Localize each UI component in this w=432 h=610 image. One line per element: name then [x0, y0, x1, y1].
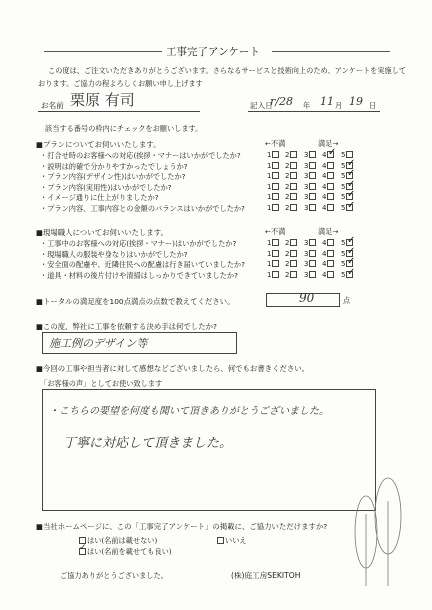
section2-q3-option-3[interactable]	[304, 260, 317, 268]
option-number: 3	[304, 270, 309, 279]
comments-label: 「お客様の声」としてお使い致します	[40, 379, 163, 388]
section2-heading: ■現場職人についてお伺いいたします。	[36, 228, 168, 237]
section1-q6-option-4[interactable]	[322, 204, 335, 212]
section2-q4-option-4[interactable]	[322, 271, 335, 279]
option-checkbox[interactable]	[290, 183, 297, 190]
thanks-text: ご協力ありがとうございました。	[60, 571, 168, 580]
option-number: 3	[304, 172, 309, 180]
section2-q2-option-2[interactable]	[285, 250, 298, 258]
option-checkbox[interactable]	[272, 193, 279, 200]
option-checkbox[interactable]	[309, 151, 316, 158]
option-number: 4	[322, 203, 327, 212]
option-number: 3	[304, 182, 309, 191]
date-day-value[interactable]: 19	[349, 95, 363, 108]
option-checkbox[interactable]	[309, 250, 316, 257]
section1-q3-option-3[interactable]	[304, 172, 317, 180]
option-checkbox[interactable]	[327, 183, 334, 190]
comments-box[interactable]	[42, 389, 376, 511]
checkmark-icon: ✓	[347, 266, 356, 278]
option-number: 5	[341, 172, 346, 180]
option-number: 1	[267, 270, 272, 279]
option-number: 5	[341, 203, 346, 212]
option-checkbox[interactable]	[309, 271, 316, 278]
section1-q4-option-3[interactable]	[304, 183, 317, 191]
option-checkbox[interactable]	[309, 162, 316, 169]
option-number: 4	[322, 161, 327, 170]
section2-q1-option-4[interactable]	[322, 239, 335, 247]
option-number: 1	[267, 151, 272, 159]
section1-q5-option-3[interactable]	[304, 193, 317, 201]
option-number: 3	[304, 260, 309, 268]
section2-q4-option-1[interactable]	[267, 271, 280, 279]
date-month-unit: 月	[335, 101, 343, 110]
option-checkbox[interactable]	[309, 172, 316, 179]
option-checkbox[interactable]	[327, 271, 334, 278]
option-checkbox[interactable]	[309, 183, 316, 190]
option-number: 5	[341, 239, 346, 247]
publish-option-2-label: はい(名前を載せても良い)	[87, 547, 172, 556]
publish-option-3-label: いいえ	[225, 536, 247, 545]
total-score-unit: 点	[343, 296, 351, 305]
option-checkbox[interactable]	[290, 151, 297, 158]
section2-q2-option-3[interactable]	[304, 250, 317, 258]
option-number: 5	[341, 193, 346, 201]
option-checkbox[interactable]	[290, 260, 297, 267]
company-name: (株)庭工房SEKITOH	[231, 571, 301, 580]
option-number: 4	[322, 270, 327, 279]
comment-line-2: 丁寧に対応して頂きました。	[63, 436, 233, 451]
option-checkbox[interactable]	[327, 239, 334, 246]
section1-heading: ■プランについてお伺いいたします。	[36, 140, 161, 149]
section1-q2-option-4[interactable]	[322, 162, 335, 170]
section1-q3-option-4[interactable]	[322, 172, 335, 180]
date-label: 記入日	[250, 101, 273, 110]
name-value[interactable]: 栗原 有司	[70, 91, 135, 109]
option-number: 4	[322, 193, 327, 201]
option-number: 5	[341, 260, 346, 268]
checkmark-icon: ✓	[347, 168, 356, 179]
section2-q3-option-1[interactable]	[267, 260, 280, 268]
option-number: 1	[267, 249, 272, 258]
intro-line-1: この度は、ご注文いただきありがとうございます。さらなるサービスと技術向上のため、アンケートを実施して	[48, 66, 407, 75]
option-number: 1	[267, 182, 272, 191]
page-title: 工事完了アンケート	[166, 46, 260, 58]
option-checkbox[interactable]	[309, 239, 316, 246]
section1-q5-option-2[interactable]	[285, 193, 298, 201]
tree-illustration	[352, 476, 406, 588]
checkmark-icon: ✓	[328, 147, 337, 158]
section1-q6-option-3[interactable]	[304, 204, 317, 212]
option-number: 4	[322, 239, 327, 247]
option-number: 1	[267, 193, 272, 201]
checkmark-icon: ✓	[347, 157, 356, 169]
option-number: 2	[285, 161, 290, 170]
option-checkbox[interactable]	[272, 250, 279, 257]
section1-question-2: ・説明は的確で分かりやすかったでしょうか?	[40, 161, 188, 171]
option-number: 2	[285, 249, 290, 258]
option-number: 5	[341, 249, 346, 258]
instruction: 該当する番号の枠内にチェックをお願いします。	[45, 124, 203, 133]
option-number: 1	[267, 161, 272, 170]
option-checkbox[interactable]	[290, 193, 297, 200]
option-checkbox[interactable]	[290, 172, 297, 179]
checkmark-icon: ✓	[347, 235, 356, 246]
option-checkbox[interactable]	[290, 250, 297, 257]
option-checkbox[interactable]	[327, 250, 334, 257]
option-checkbox[interactable]	[290, 239, 297, 246]
section1-q3-option-2[interactable]	[285, 172, 298, 180]
checkmark-icon: ✓	[347, 199, 356, 211]
option-number: 4	[322, 249, 327, 258]
date-month-value[interactable]: 11	[320, 95, 334, 108]
option-number: 4	[322, 172, 327, 180]
section1-question-6: ・プラン内容、工事内容との金額のバランスはいかがでしたか?	[40, 203, 245, 213]
option-number: 1	[267, 172, 272, 180]
checkmark-icon: ✓	[347, 245, 356, 257]
checkmark-icon: ✓	[347, 256, 356, 267]
option-number: 3	[304, 193, 309, 201]
section2-question-3: ・安全面の配慮や、近隣住民への配慮は行き届いていましたか?	[40, 260, 245, 269]
option-number: 3	[304, 161, 309, 170]
option-checkbox[interactable]	[272, 204, 279, 211]
option-number: 3	[304, 151, 309, 159]
section2-question-1: ・工事中のお客様への対応(挨拶・マナー)はいかがでしたか?	[40, 239, 237, 248]
option-checkbox[interactable]	[290, 162, 297, 169]
comments-question: ■今回の工事や担当者に対して感想などございましたら、何でもお書きください。	[36, 364, 310, 373]
option-checkbox[interactable]	[290, 204, 297, 211]
section2-q4-option-2[interactable]	[285, 271, 298, 279]
publish-checkbox-2[interactable]: ✓	[79, 543, 87, 553]
option-number: 4	[322, 260, 327, 268]
section2-q3-option-4[interactable]	[322, 260, 335, 268]
title-rule-left	[44, 51, 162, 52]
option-number: 5	[341, 161, 346, 170]
scale-high-label-2: 満足→	[318, 227, 339, 236]
section1-q2-option-3[interactable]	[304, 162, 317, 170]
section1-question-5: ・イメージ通りに仕上がりましたか?	[40, 193, 159, 202]
section1-question-4: ・プラン内容(実用性)はいかがでしたか?	[40, 182, 172, 192]
decision-question: ■この度、弊社に工事を依頼する決め手は何でしたか?	[36, 322, 217, 331]
option-number: 3	[304, 249, 309, 258]
date-underline	[248, 111, 380, 112]
option-number: 5	[341, 270, 346, 279]
scale-low-label-1: ←不満	[265, 139, 286, 148]
publish-option-1-label: はい(名前は載せない)	[87, 536, 158, 545]
option-number: 2	[285, 151, 290, 159]
date-year-unit: 年	[303, 101, 311, 110]
option-number: 1	[267, 203, 272, 212]
section1-q2-option-2[interactable]	[285, 162, 298, 170]
name-underline	[38, 111, 200, 112]
option-checkbox[interactable]	[309, 193, 316, 200]
checkmark-icon: ✓	[347, 178, 356, 190]
publish-option-3[interactable]	[217, 536, 247, 545]
intro-line-2: おります。ご協力の程よろしくお願い申し上げます	[38, 79, 203, 88]
option-number: 4	[322, 182, 327, 191]
section1-q4-option-2[interactable]	[285, 183, 298, 191]
option-checkbox[interactable]	[272, 151, 279, 158]
scale-high-label-1: 満足→	[318, 139, 339, 148]
option-number: 3	[304, 203, 309, 212]
option-checkbox[interactable]	[327, 260, 334, 267]
total-score-value: 90	[299, 291, 315, 305]
section1-q1-option-2[interactable]	[285, 151, 298, 159]
option-checkbox[interactable]	[272, 172, 279, 179]
option-number: 2	[285, 239, 290, 247]
section2-q1-option-2[interactable]	[285, 239, 298, 247]
comment-line-1: ・こちらの要望を何度も聞いて頂きありがとうございました。	[49, 406, 329, 417]
publish-question: ■当社ホームページに、この「工事完了アンケート」の掲載に、ご協力いただけますか?	[36, 522, 328, 531]
section1-question-1: ・打合せ時のお客様への対応(挨拶・マナーはいかがでしたか?	[40, 151, 241, 160]
option-number: 4	[322, 151, 327, 159]
option-checkbox[interactable]	[327, 172, 334, 179]
option-checkbox[interactable]	[272, 183, 279, 190]
section1-q1-option-1[interactable]	[267, 151, 280, 159]
publish-option-1[interactable]	[79, 536, 157, 545]
option-number: 3	[304, 239, 309, 247]
decision-answer: 施工例のデザイン等	[49, 337, 148, 350]
section1-q2-option-1[interactable]	[267, 162, 280, 170]
option-checkbox[interactable]	[309, 260, 316, 267]
section2-q2-option-4[interactable]	[322, 250, 335, 258]
section2-q4-option-3[interactable]	[304, 271, 317, 279]
option-number: 2	[285, 260, 290, 268]
option-number: 5	[341, 151, 346, 159]
section2-question-4: ・道具・材料の後片付けや清掃はしっかりできていましたか?	[40, 270, 238, 280]
option-checkbox[interactable]	[327, 162, 334, 169]
section2-q2-option-1[interactable]	[267, 250, 280, 258]
section1-q5-option-4[interactable]	[322, 193, 335, 201]
option-checkbox[interactable]	[272, 239, 279, 246]
section1-q1-option-3[interactable]	[304, 151, 317, 159]
option-checkbox[interactable]	[272, 162, 279, 169]
option-number: 5	[341, 182, 346, 191]
section2-q1-option-1[interactable]	[267, 239, 280, 247]
date-year-value[interactable]: r/28	[270, 95, 293, 108]
section2-question-2: ・現場職人の服装や身なりはいかがでしたか?	[40, 249, 188, 259]
section1-q6-option-2[interactable]	[285, 204, 298, 212]
checkmark-icon: ✓	[347, 189, 356, 200]
option-number: 2	[285, 182, 290, 191]
date-day-unit: 日	[369, 101, 377, 110]
section1-q6-option-1[interactable]	[267, 204, 280, 212]
section1-q4-option-1[interactable]	[267, 183, 280, 191]
total-question: ■トータルの満足度を100点満点の点数で教えてください。	[36, 297, 235, 306]
option-number: 2	[285, 172, 290, 180]
option-number: 1	[267, 239, 272, 247]
section2-q1-option-3[interactable]	[304, 239, 317, 247]
option-number: 1	[267, 260, 272, 268]
title-rule-right	[272, 51, 390, 52]
publish-checkbox-3[interactable]	[217, 537, 224, 544]
option-checkbox[interactable]	[272, 271, 279, 278]
option-checkbox[interactable]	[327, 193, 334, 200]
option-number: 2	[285, 270, 290, 279]
decision-answer-box[interactable]	[42, 332, 237, 354]
section1-q4-option-4[interactable]	[322, 183, 335, 191]
section2-q3-option-2[interactable]	[285, 260, 298, 268]
option-checkbox[interactable]	[309, 204, 316, 211]
option-checkbox[interactable]	[327, 204, 334, 211]
option-checkbox[interactable]	[290, 271, 297, 278]
option-number: 2	[285, 193, 290, 201]
option-number: 2	[285, 203, 290, 212]
total-score-box[interactable]	[266, 293, 340, 307]
scale-low-label-2: ←不満	[265, 227, 286, 236]
name-label: お名前	[41, 101, 64, 110]
section1-q5-option-1[interactable]	[267, 193, 280, 201]
publish-option-2[interactable]	[79, 543, 172, 556]
section1-question-3: ・プラン内容(デザイン性)はいかがでしたか?	[40, 172, 186, 181]
section1-q3-option-1[interactable]	[267, 172, 280, 180]
option-checkbox[interactable]	[272, 260, 279, 267]
